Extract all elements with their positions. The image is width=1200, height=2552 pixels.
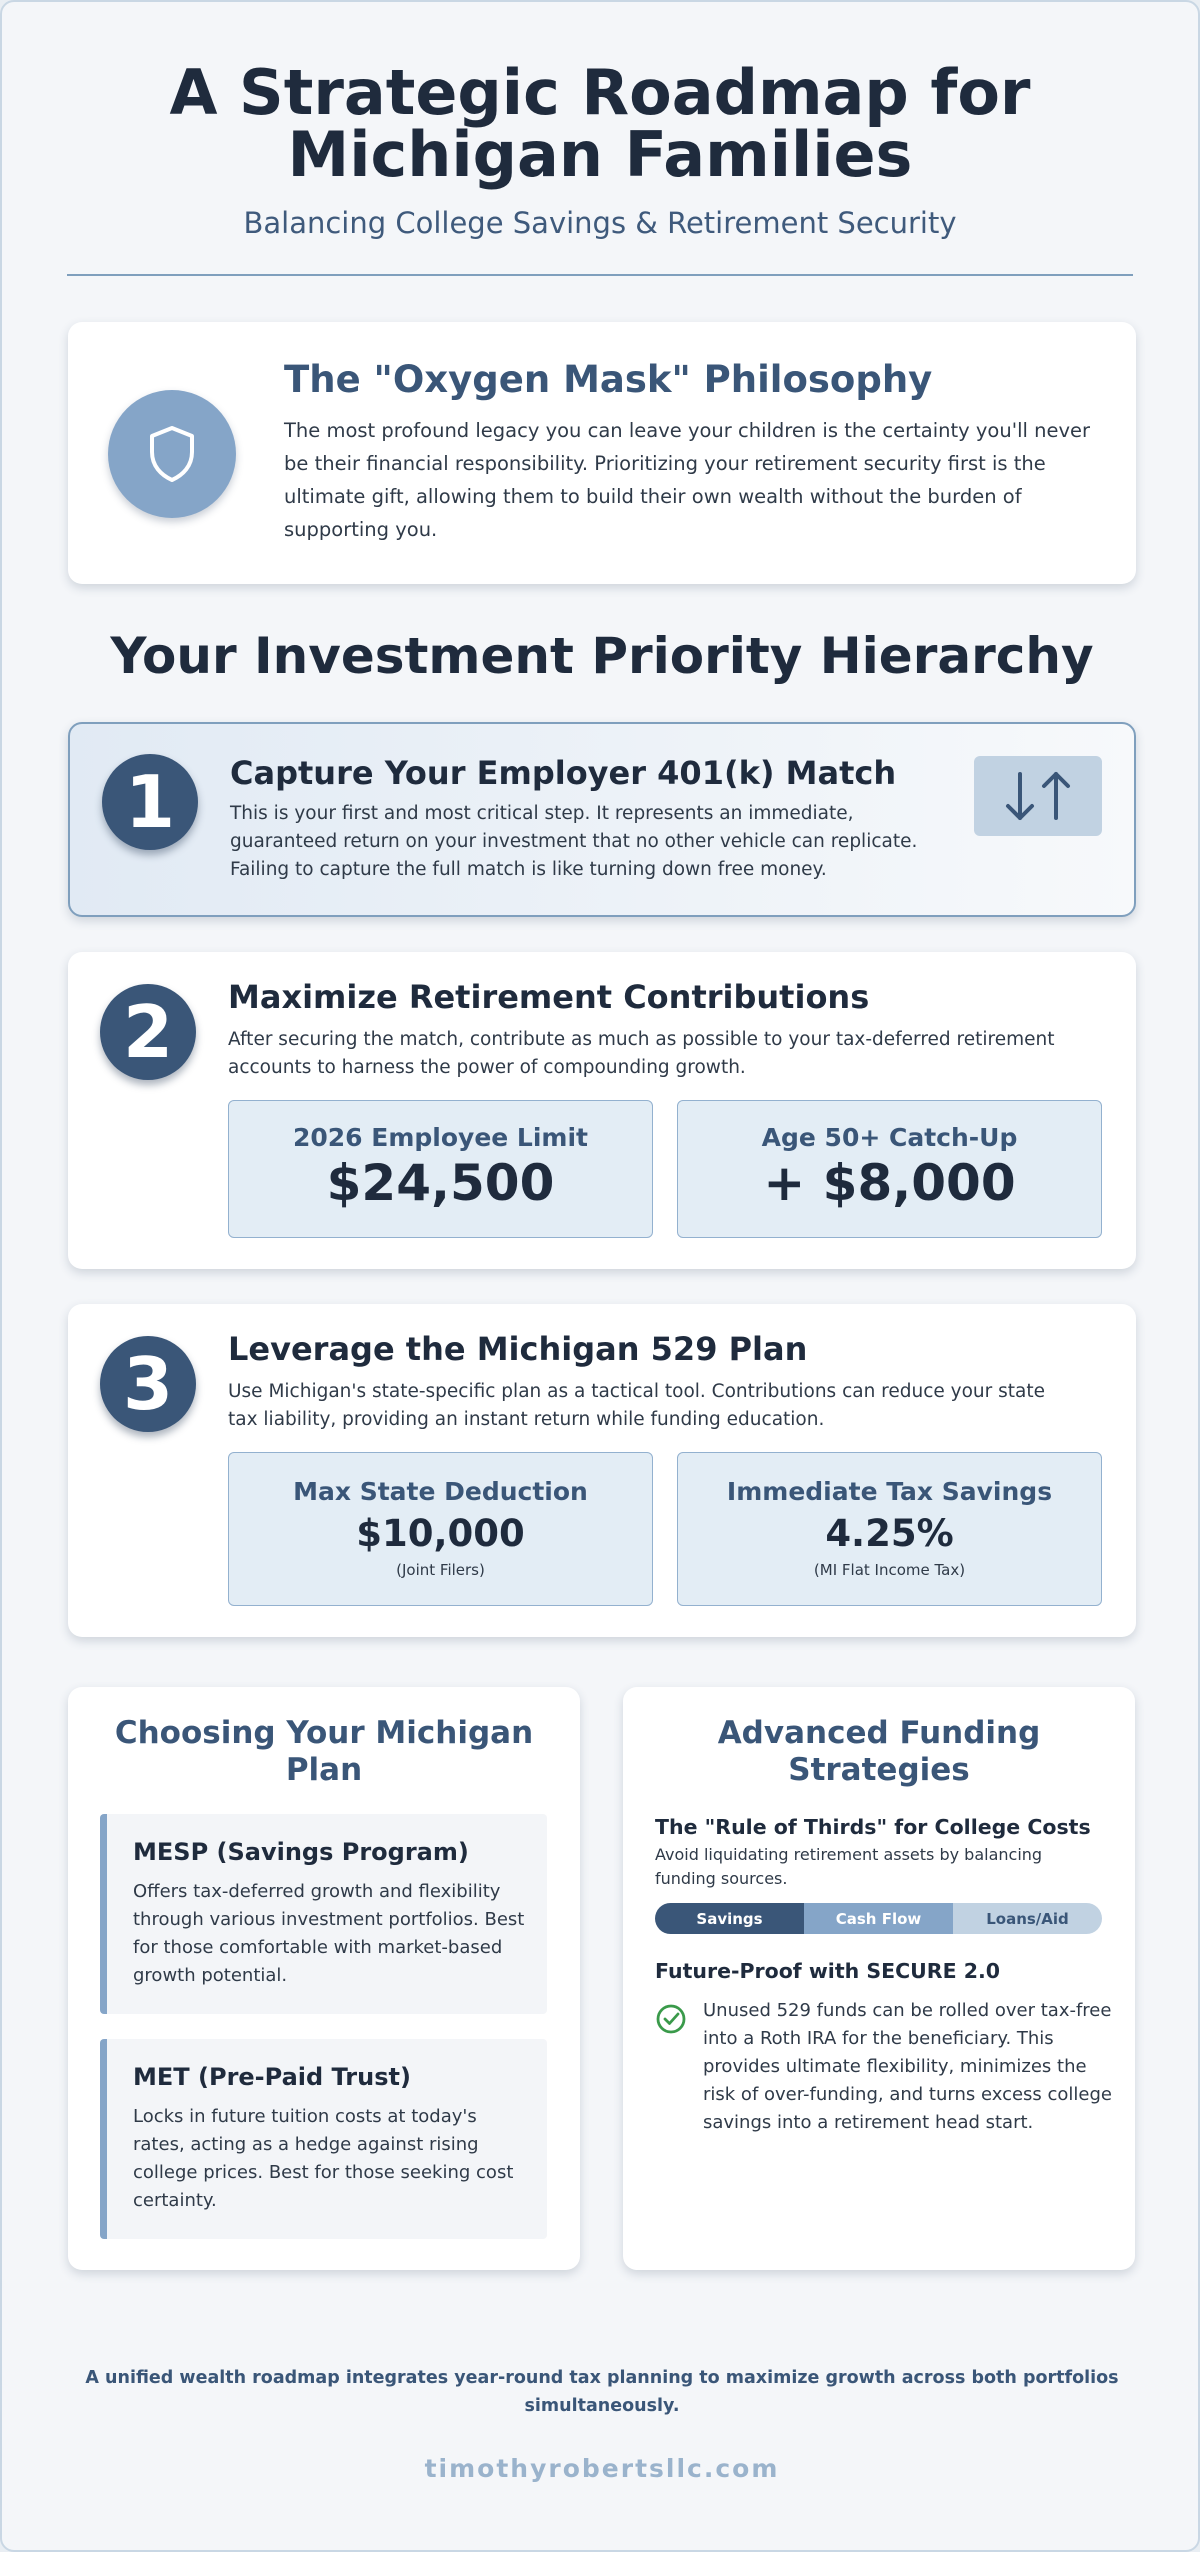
- stat-label: 2026 Employee Limit: [292, 1123, 589, 1152]
- stat-box: [228, 1452, 653, 1606]
- step-text-1: This is your first and most critical step. It represents an immediate, guaranteed return on your investment that no other vehicle can replicate. Failing to capture the full match is like turning down free money.: [230, 803, 918, 880]
- step-number-1: 1: [102, 754, 198, 850]
- stat-box: [677, 1100, 1102, 1238]
- secure-heading: Future-Proof with SECURE 2.0: [655, 1959, 1001, 1983]
- advanced-card: [623, 1687, 1135, 2270]
- page-subtitle: Balancing College Savings & Retirement Security: [243, 206, 957, 240]
- stat-note: (MI Flat Income Tax): [813, 1561, 966, 1579]
- philosophy-card: [68, 322, 1136, 584]
- thirds-subtext: Avoid liquidating retirement assets by balancing funding sources.: [655, 1845, 1043, 1888]
- footer-website: timothyrobertsllc.com: [424, 2454, 780, 2483]
- stat-label: Age 50+ Catch-Up: [761, 1123, 1018, 1152]
- swap-arrows-icon: [974, 756, 1102, 836]
- plan-name: MESP (Savings Program): [133, 1838, 469, 1866]
- plan-text: Offers tax-deferred growth and flexibility through various investment portfolios. Best for those comfortable with market-based growth potential.: [133, 1881, 525, 1986]
- step-card-2: [68, 952, 1136, 1269]
- shield-icon: [108, 390, 236, 518]
- thirds-heading: The "Rule of Thirds" for College Costs: [655, 1815, 1091, 1839]
- step-card-3: [68, 1304, 1136, 1637]
- stat-box: [228, 1100, 653, 1238]
- plan-box-met: [100, 2039, 547, 2239]
- stat-value: + $8,000: [763, 1154, 1016, 1212]
- step-title-3: Leverage the Michigan 529 Plan: [228, 1330, 808, 1368]
- header: [2, 2, 1198, 240]
- plans-title: Choosing Your Michigan Plan: [114, 1715, 534, 1788]
- stat-label: Immediate Tax Savings: [726, 1477, 1053, 1506]
- step-number-2: 2: [100, 984, 196, 1080]
- bar-segment-cash-flow: Cash Flow: [804, 1903, 953, 1934]
- plan-name: MET (Pre-Paid Trust): [133, 2063, 411, 2091]
- step-text-3: Use Michigan's state-specific plan as a tactical tool. Contributions can reduce your state tax liability, providing an instant return while funding education.: [228, 1381, 1046, 1430]
- bar-segment-savings: Savings: [655, 1903, 804, 1934]
- stat-value: 4.25%: [825, 1512, 954, 1555]
- bar-segment-loans-aid: Loans/Aid: [953, 1903, 1102, 1934]
- page-title: A Strategic Roadmap for Michigan Families: [169, 56, 1031, 191]
- stat-box: [677, 1452, 1102, 1606]
- advanced-title: Advanced Funding Strategies: [717, 1715, 1041, 1788]
- stat-note: (Joint Filers): [396, 1561, 485, 1579]
- step-text-2: After securing the match, contribute as much as possible to your tax-deferred retirement accounts to harness the power of compounding growth.: [228, 1029, 1055, 1078]
- stat-value: $10,000: [356, 1512, 525, 1555]
- thirds-bar: [655, 1903, 1102, 1934]
- check-circle-icon: [655, 2003, 687, 2039]
- secure-text: Unused 529 funds can be rolled over tax-free into a Roth IRA for the beneficiary. This provides ultimate flexibility, minimizes the risk of over-funding, and turns excess college savings into a retirement head start.: [703, 2000, 1113, 2133]
- header-divider: [67, 274, 1133, 276]
- philosophy-title: The "Oxygen Mask" Philosophy: [284, 358, 933, 401]
- plan-text: Locks in future tuition costs at today's rates, acting as a hedge against rising college prices. Best for those seeking cost certainty.: [133, 2106, 514, 2211]
- step-number-3: 3: [100, 1336, 196, 1432]
- philosophy-text: The most profound legacy you can leave your children is the certainty you'll never be their financial responsibility. Prioritizing your retirement security first is the ultimate gift, allowing them to build their own wealth without the burden of supporting you.: [284, 419, 1091, 541]
- stat-value: $24,500: [326, 1154, 555, 1212]
- stat-label: Max State Deduction: [293, 1477, 588, 1506]
- step-title-1: Capture Your Employer 401(k) Match: [230, 754, 897, 792]
- step-title-2: Maximize Retirement Contributions: [228, 978, 870, 1016]
- step-card-1: [68, 722, 1136, 917]
- footer-text: A unified wealth roadmap integrates year-round tax planning to maximize growth across both portfolios simultaneously.: [85, 2368, 1119, 2416]
- plan-box-mesp: [100, 1814, 547, 2014]
- plans-card: [68, 1687, 580, 2270]
- hierarchy-title: Your Investment Priority Hierarchy: [110, 627, 1094, 685]
